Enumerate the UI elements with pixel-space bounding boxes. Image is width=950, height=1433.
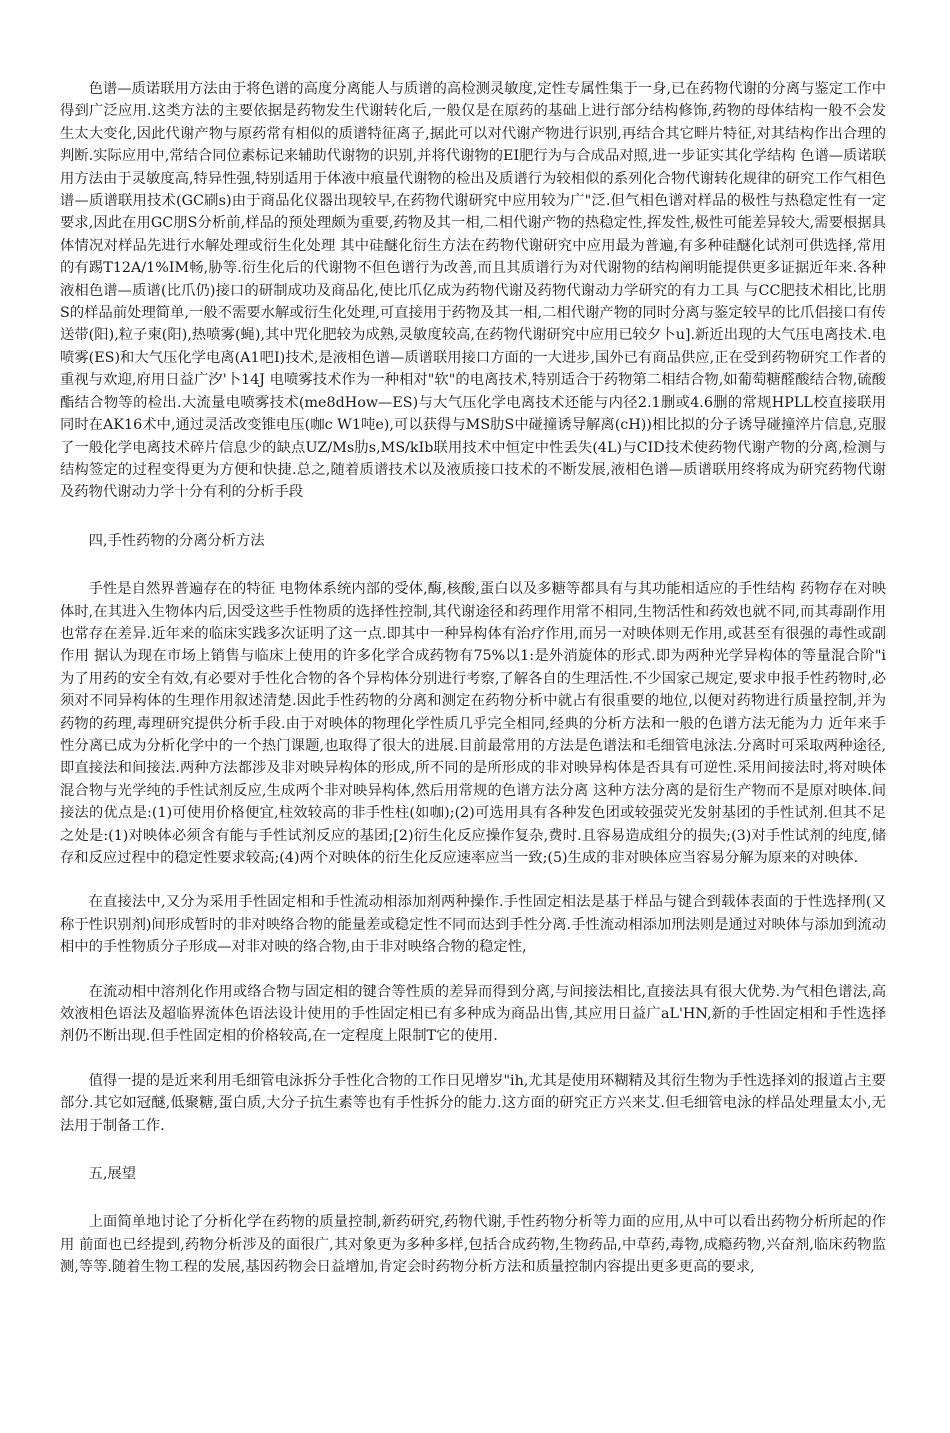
- section-heading-chiral: 四,手性药物的分离分析方法: [88, 532, 265, 549]
- section-heading-outlook: 五,展望: [88, 1166, 137, 1183]
- document-body: [60, 78, 886, 1279]
- paragraph-capillary: 值得一提的是近来利用毛细管电泳拆分手性化合物的工作日见增岁"ih,尤其是使用环糊精及其衍生物为手性选择刘的报道占主要部分.其它如冠醚,低聚糖,蛋白质,大分子抗生素等也有手性拆分的能力.这方面的研究正方兴来艾.但毛细管电泳的样品处理量太小,无法用于制备工作.: [60, 1072, 886, 1134]
- paragraph-outlook: 上面简单地讨论了分析化学在药物的质量控制,新药研究,药物代谢,手性药物分析等力面的应用,从中可以看出药物分析所起的作用 前面也已经提到,药物分析涉及的面很广,其对象更为多种多样,包括合成药物,生物药品,中草药,毒物,成瘾药物,兴奋剂,临床药物监测,等等.随着生物工程的发展,基因药物会日益增加,肯定会时药物分析方法和质量控制内容提出更多更高的要求,: [60, 1214, 886, 1276]
- paragraph-direct-method: 在直接法中,又分为采用手性固定相和手性流动相添加剂两种操作.手性固定相法是基于样品与键合到载体表面的于性选择刑(又称于性识别剂)间形成暂时的非对映络合物的能量差或稳定性不同而达到手性分离.手性流动相添加刑法则是通过对映体与添加到流动相中的手性物质分子形成—对非对映的络合物,由于非对映络合物的稳定性,: [60, 894, 886, 956]
- paragraph-lc-ms: 色谱—质诺联用方法由于将色谱的高度分离能人与质谱的高检测灵敏度,定性专属性集于一身,已在药物代谢的分离与鉴定工作中得到广泛应用.这类方法的主要依据是药物发生代谢转化后,一般仅是在原药的基础上进行部分结构修饰,药物的母体结构一般不会发生太大变化,因此代谢产物与原药常有相似的质谱特征离子,据此可以对代谢产物进行识别,再结合其它畔片特征,对其结构作出合理的判断.实际应用中,常结合同位素标记来辅助代谢物的识别,并将代谢物的EI肥行为与合成品对照,进一步证实其化学结构 色谱—质诺联用方法由于灵敏度高,特异性强,特别适用于体液中痕量代谢物的检出及质谱行为较相似的系列化合物代谢转化规律的研究工作气相色谱—质谱联用技术(GC刷s)由于商品化仪器出现较早,在药物代谢研究中应用较为广"泛.但气相色谱对样品的极性与热稳定性有一定要求,因此在用GC朋S分析前,样品的预处理颇为重要,药物及其一相,二相代谢产物的热稳定性,挥发性,极性可能差异较大,需要根据具体情况对样品先进行水解处理或衍生化处理 其中硅醚化衍生方法在药物代谢研究中应用最为普遍,有多种硅醚化试剂可供选择,常用的有踢T12A/1%IM畅,胁等.衍生化后的代谢物不但色谱行为改善,而且其质谱行为对代谢物的结构阐明能提供更多证据近年来.各种液相色谱—质谱(比爪仍)接口的研制成功及商品化,使比爪亿成为药物代谢及药物代谢动力学研究的有力工具 与CC肥技术相比,比朋S的样品前处理简单,一般不需要水解或衍生化处理,可直接用于药物及其一相,二相代谢产物的同时分离与鉴定较早的比爪侣接口有传送带(阳),粒子柬(阳),热喷雾(蝇),其中咒化肥较为成熟,灵敏度较高,在药物代谢研究中应用已较夕卜u].新近出现的大气压电离技术.电喷雾(ES)和大气压化学电离(A1吧I)技术,是液相色谱—质谱联用接口方面的一大进步,国外已有商品供应,正在受到药物研究工作者的重视与欢迎,府用日益广汐'卜14J 电喷雾技术作为一种相对"软"的电离技术,特别适合于药物第二相结合物,如葡萄糖醛酸结合物,硫酸酯结合物等的检出.大流量电喷雾技术(me8dHow—ES)与大气压化学电离技术还能与内径2.1删或4.6删的常规HPLL校直接联用 同时在AK16术中,通过灵活改变锥电压(咖c W1吨e),可以获得与MS肋S中碰撞诱导解离(cH))相比拟的分子诱导碰撞淬片信息,克服了一般化学电离技术碎片信息少的缺点UZ/Ms肋s,MS/kIb联用技术中恒定中性丢失(4L)与CID技术使药物代谢产物的分离,检测与结构签定的过程变得更为方便和快捷.总之,随着质谱技术以及液质接口技术的不断发展,液相色谱—质谱联用终将成为研究药物代谢及药物代谢动力学十分有利的分析手段: [60, 81, 886, 501]
- paragraph-chiral-intro: 手性是自然界普遍存在的特征 电物体系统内部的受体,酶,核酸,蛋白以及多糖等都具有与其功能相适应的手性结构 药物存在对映体时,在其进入生物体内后,因受这些手性物质的选择性控制,其代谢途径和药理作用常不相同,生物活性和药效也就不同,而其毒副作用也常存在差异.近年来的临床实践多次证明了这一点.即其中一种异构体有治疗作用,而另一对映体则无作用,或甚至有很强的毒性或副作用 据认为现在市场上销售与临床上使用的许多化学合成药物有75%以1:是外消旋体的形式.即为两种光学异构体的等量混合阶"i 为了用药的安全有效,有必要对手性化合物的各个异构体分别进行考察,了解各自的生理活性.不少国家己规定,要求申报手性药物时,必须对不同异构体的生理作用叙述清楚.因此手性药物的分离和测定在药物分析中就占有很重要的地位,以便对药物进行质量控制,并为药物的药理,毒理研究提供分析手段.由于对映体的物理化学性质几乎完全相同,经典的分析方法和一般的色谱方法无能为力 近年来手性分离已成为分析化学中的一个热门课题,也取得了很大的进展.目前最常用的方法是色谱法和毛细管电泳法.分离时可采取两种途径,即直接法和间接法.两种方法都涉及非对映异构体的形成,所不同的是所形成的非对映异构体是否具有可逆性.采用间接法时,将对映体混合物与光学纯的手性试剂反应,生成两个非对映异构体,然后用常规的色谱方法分离 这种方法分离的是衍生产物而不是原对映体.间接法的优点是:(1)可使用价格便宜,柱效较高的非手性柱(如咖);(2)可选用具有各种发色团或较强荧光发射基团的手性试剂.但其不足之处是:(1)对映体必须含有能与手性试剂反应的基团;[2)衍生化反应操作复杂,费时.且容易造成组分的损失;(3)对手性试剂的纯度,储存和反应过程中的稳定性要求较高;(4)两个对映体的衍生化反应速率应当一致;(5)生成的非对映体应当容易分解为原来的对映体.: [60, 581, 886, 866]
- paragraph-mobile-phase: 在流动相中溶剂化作用或络合物与固定相的键合等性质的差异而得到分离,与间接法相比,直接法具有很大优势.为气相色谱法,高效液相色语法及超临界流体色语法设计使用的手性固定相已有多种成为商品出售,其应用日益广aL'HN,新的手性固定相和手性选择剂仍不断出现.但手性固定相的价格较高,在一定程度上限制T它的使用.: [60, 983, 886, 1045]
